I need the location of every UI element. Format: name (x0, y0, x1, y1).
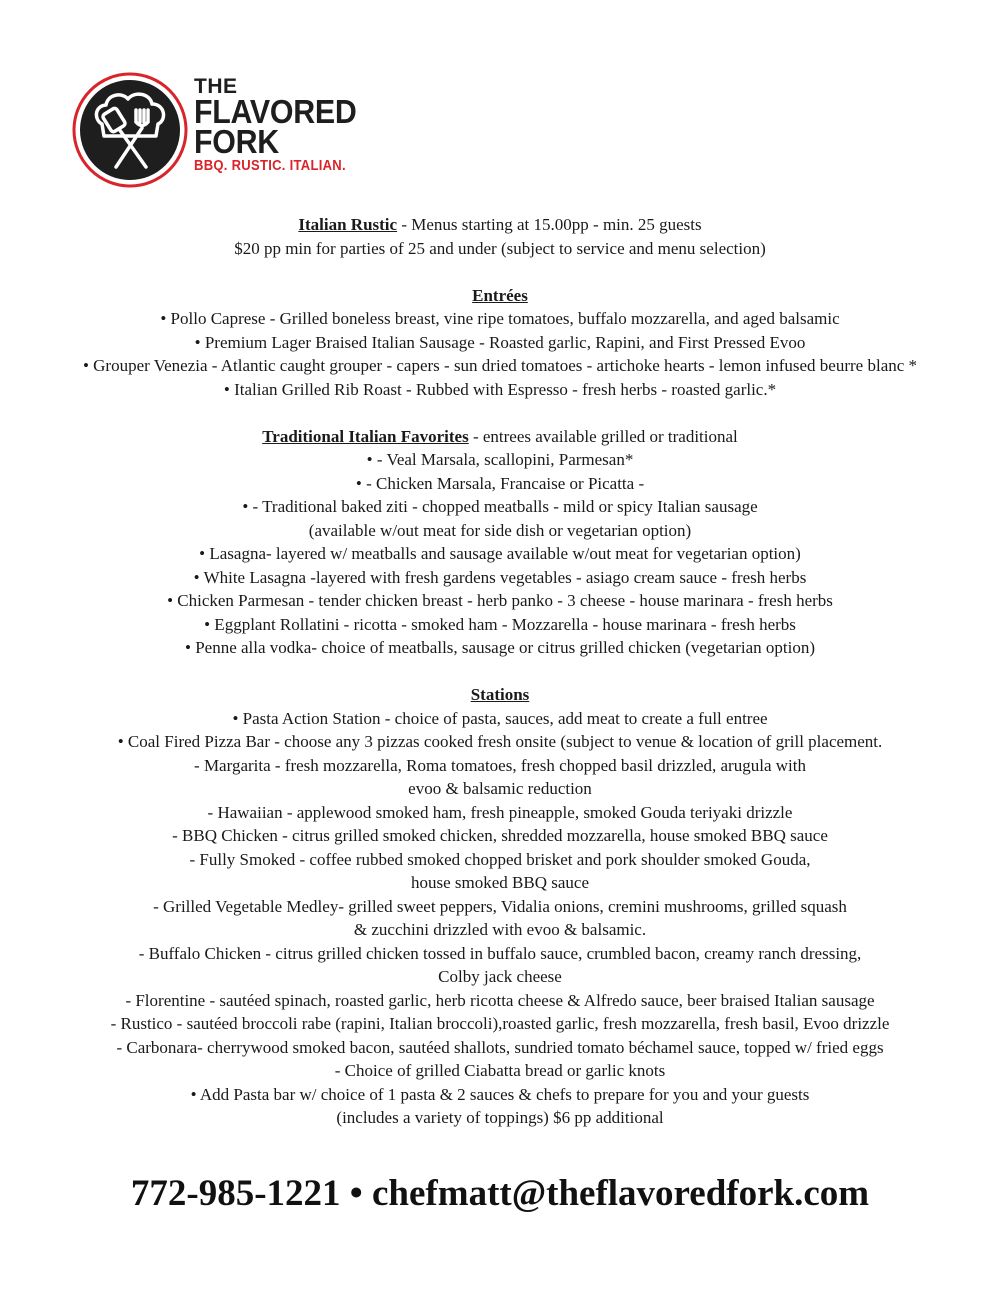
menu-body (20, 213, 980, 1130)
favorites-line (20, 425, 980, 449)
menu-item: • Grouper Venezia - Atlantic caught grouper - capers - sun dried tomatoes - artichoke hearts - lemon infused beurre blanc * (82, 356, 918, 375)
menu-item: - Florentine - sautéed spinach, roasted garlic, herb ricotta cheese & Alfredo sauce, beer braised Italian sausage (125, 990, 875, 1010)
menu-item: - BBQ Chicken - citrus grilled smoked chicken, shredded mozzarella, house smoked BBQ sauce (172, 826, 828, 845)
email-address[interactable]: chefmatt@theflavoredfork.com (372, 1173, 870, 1214)
menu-item: - Rustico - sautéed broccoli rabe (rapini, Italian broccoli),roasted garlic, fresh mozzarella, fresh basil, Evoo drizzle (110, 1014, 890, 1033)
menu-item: Colby jack cheese (438, 967, 562, 986)
logo-wordmark (194, 76, 371, 175)
menu-item: - Choice of grilled Ciabatta bread or garlic knots (334, 1061, 666, 1080)
menu-item: & zucchini drizzled with evoo & balsamic. (353, 920, 647, 939)
menu-item: (available w/out meat for side dish or vegetarian option) (308, 520, 692, 540)
logo-the: THE (194, 75, 238, 98)
menu-item: • - Chicken Marsala, Francaise or Picatta - (355, 473, 645, 493)
menu-item: house smoked BBQ sauce (410, 873, 589, 892)
brand-logo (72, 72, 362, 190)
menu-item: • White Lasagna -layered with fresh gardens vegetables - asiago cream sauce - fresh herbs (193, 567, 807, 587)
logo-flavored: FLAVORED (194, 93, 357, 130)
menu-item: • Premium Lager Braised Italian Sausage - Roasted garlic, Rapini, and First Pressed Evoo (194, 332, 806, 352)
intro-line (20, 213, 980, 237)
menu-item: - Fully Smoked - coffee rubbed smoked chopped brisket and pork shoulder smoked Gouda, (189, 849, 811, 869)
menu-item: - Grilled Vegetable Medley- grilled sweet peppers, Vidalia onions, cremini mushrooms, grilled squash (153, 896, 847, 916)
contact-footer (0, 1172, 1000, 1216)
menu-item: • Eggplant Rollatini - ricotta - smoked ham - Mozzarella - house marinara - fresh herbs (204, 614, 796, 634)
intro-minimum: $20 pp min for parties of 25 and under (subject to service and menu selection) (234, 238, 766, 258)
menu-item: • Add Pasta bar w/ choice of 1 pasta & 2 sauces & chefs to prepare for you and your guests (190, 1084, 810, 1104)
menu-item: - Carbonara- cherrywood smoked bacon, sautéed shallots, sundried tomato béchamel sauce, topped w/ fried eggs (116, 1037, 884, 1057)
stations-heading: Stations (470, 685, 530, 704)
favorites-note: - entrees available grilled or traditional (468, 426, 738, 446)
menu-item: • - Traditional baked ziti - chopped meatballs - mild or spicy Italian sausage (242, 497, 758, 516)
intro-pricing: - Menus starting at 15.00pp - min. 25 guests (397, 215, 702, 234)
menu-item: • Chicken Parmesan - tender chicken breast - herb panko - 3 cheese - house marinara - fresh herbs (167, 591, 833, 610)
favorites-heading: Traditional Italian Favorites (262, 426, 469, 446)
menu-item: • Penne alla vodka- choice of meatballs, sausage or citrus grilled chicken (vegetarian option) (185, 638, 815, 657)
chef-hat-fork-spatula-icon (72, 72, 188, 188)
entrees-heading: Entrées (472, 285, 528, 305)
phone-number[interactable]: 772-985-1221 (130, 1173, 341, 1214)
stations-list (20, 707, 980, 1130)
menu-item: - Buffalo Chicken - citrus grilled chicken tossed in buffalo sauce, crumbled bacon, creamy ranch dressing, (138, 943, 862, 963)
entrees-list (20, 307, 980, 401)
favorites-list (20, 448, 980, 660)
menu-item: • Pollo Caprese - Grilled boneless breast, vine ripe tomatoes, buffalo mozzarella, and aged balsamic (160, 309, 840, 328)
menu-item: evoo & balsamic reduction (408, 779, 592, 798)
menu-item: (includes a variety of toppings) $6 pp additional (336, 1108, 664, 1127)
logo-tagline: BBQ. RUSTIC. ITALIAN. (194, 158, 346, 174)
logo-fork: FORK (194, 123, 279, 160)
menu-item: • Lasagna- layered w/ meatballs and sausage available w/out meat for vegetarian option) (199, 544, 801, 563)
menu-item: - Hawaiian - applewood smoked ham, fresh pineapple, smoked Gouda teriyaki drizzle (207, 802, 793, 822)
menu-item: • Pasta Action Station - choice of pasta, sauces, add meat to create a full entree (232, 708, 768, 728)
menu-item: • - Veal Marsala, scallopini, Parmesan* (366, 450, 634, 469)
contact-separator: • (340, 1173, 372, 1214)
intro-heading: Italian Rustic (298, 215, 398, 234)
menu-item: • Coal Fired Pizza Bar - choose any 3 pizzas cooked fresh onsite (subject to venue & location of grill placement. (117, 732, 883, 751)
menu-item: • Italian Grilled Rib Roast - Rubbed with Espresso - fresh herbs - roasted garlic.* (223, 379, 777, 399)
menu-item: - Margarita - fresh mozzarella, Roma tomatoes, fresh chopped basil drizzled, arugula with (194, 755, 806, 775)
